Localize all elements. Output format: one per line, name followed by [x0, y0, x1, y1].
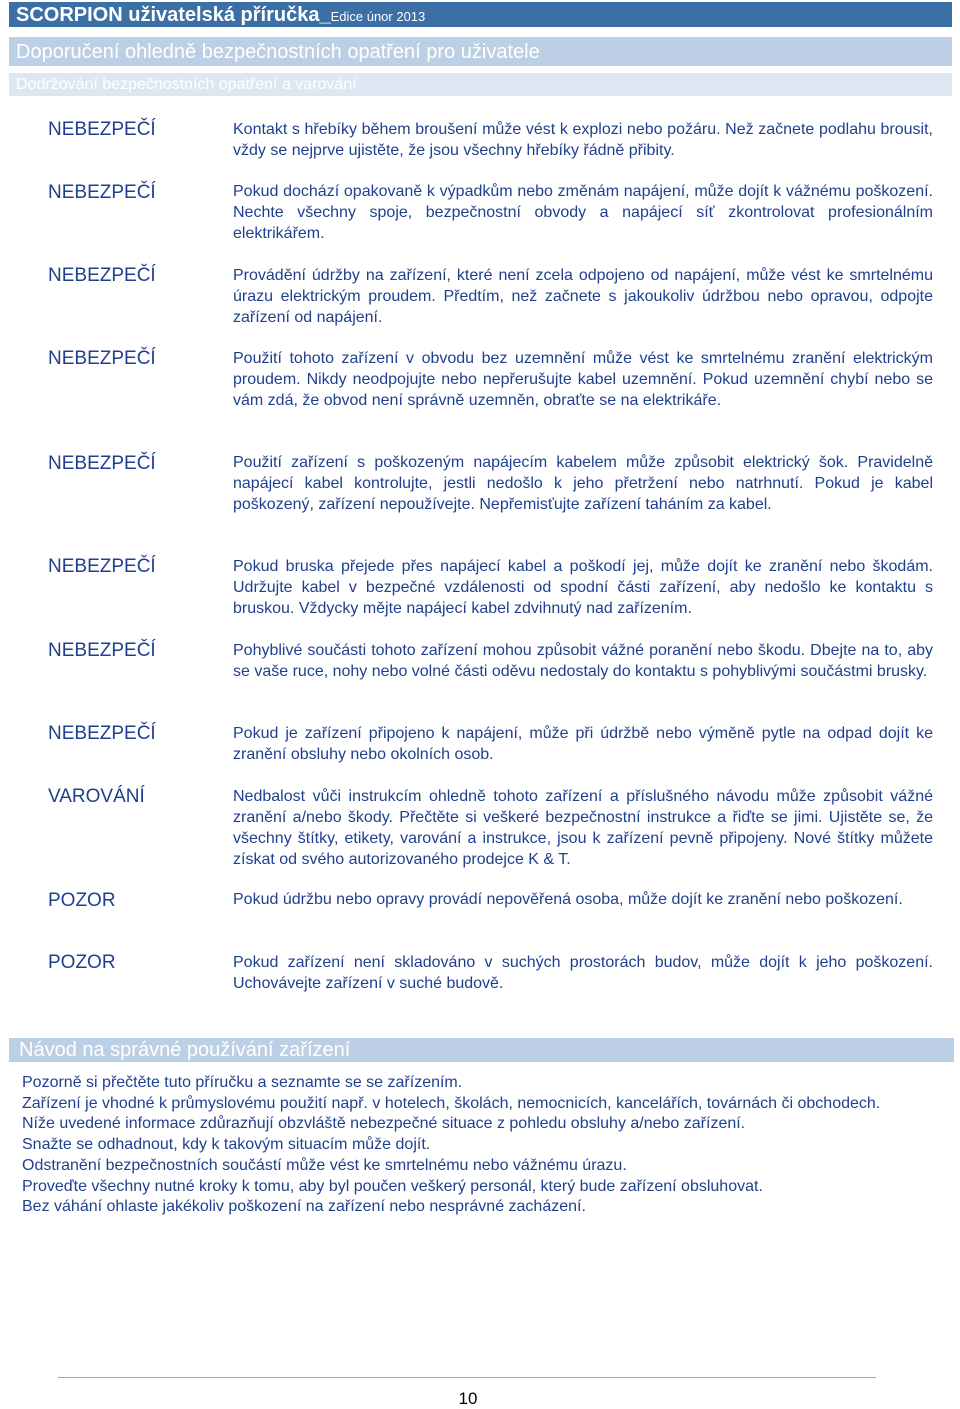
usage-title: Návod na správné používání zařízení: [19, 1039, 351, 1061]
warning-text: Pokud bruska přejede přes napájecí kabel a poškodí jej, může dojít ke zranění nebo škodám. Udržujte kabel v bezpečné vzdálenosti od spodní části zařízení, aby nedošlo ke kontaktu s bruskou. Vždycky mějte napájecí kabel zdvihnutý nad zařízením.: [233, 558, 933, 617]
warning-label: NEBEZPEČÍ: [48, 119, 156, 140]
warning-text: Použití tohoto zařízení v obvodu bez uzemnění může vést ke smrtelnému zranění elektrickým proudem. Nikdy neodpojujte nebo nepřerušujte kabel uzemnění. Pokud uzemnění chybí nebo se vám zdá, že obvod není správně uzemněn, obraťte se na elektrikáře.: [233, 350, 933, 409]
warning-label: NEBEZPEČÍ: [48, 723, 156, 744]
edition-label: Edice únor 2013: [330, 9, 426, 24]
usage-line: Níže uvedené informace zdůrazňují obzvláště nebezpečné situace z pohledu obsluhy a/nebo zařízení.: [22, 1115, 746, 1133]
usage-line: Proveďte všechny nutné kroky k tomu, aby byl poučen veškerý personál, který bude zařízení obsluhovat.: [22, 1177, 763, 1195]
section-title: Doporučení ohledně bezpečnostních opatření pro uživatele: [16, 41, 540, 63]
warning-label: NEBEZPEČÍ: [48, 265, 156, 286]
warning-label: NEBEZPEČÍ: [48, 348, 156, 369]
warning-label: VAROVÁNÍ: [48, 786, 145, 807]
usage-line: Bez váhání ohlaste jakékoliv poškození na zařízení nebo nesprávné zacházení.: [22, 1198, 586, 1216]
warning-label: NEBEZPEČÍ: [48, 556, 156, 577]
usage-line: Snažte se odhadnout, kdy k takovým situacím může dojít.: [22, 1136, 431, 1154]
usage-line: Pozorně si přečtěte tuto příručku a seznamte se se zařízením.: [22, 1074, 463, 1091]
warning-text: Provádění údržby na zařízení, které není zcela odpojeno od napájení, může vést ke smrtelnému úrazu elektrickým proudem. Předtím, než začnete s jakoukoliv údržbou nebo opravou, odpojte zařízení od napájení.: [233, 267, 933, 326]
warning-text: Nedbalost vůči instrukcím ohledně tohoto zařízení a příslušného návodu může způsobit vážné zranění a/nebo škody. Přečtěte si veškeré bezpečnostní instrukce a řiďte se jimi. Ujistěte se, že všechny štítky, etikety, varování a instrukce, jsou k zařízení pevně připojeny. Nové štítky můžete získat od svého autorizovaného prodejce K & T.: [233, 788, 933, 868]
warning-text: Pokud zařízení není skladováno v suchých prostorách budov, může dojít k jeho poškození. Uchovávejte zařízení v suché budově.: [233, 954, 933, 992]
warning-text: Pohyblivé součásti tohoto zařízení mohou způsobit vážné poranění nebo škodu. Dbejte na to, aby se vaše ruce, nohy nebo volné části oděvu nedostaly do kontaktu s pohyblivými součástmi brusky.: [233, 642, 933, 680]
manual-title-bar: [9, 2, 952, 27]
warning-text: Použití zařízení s poškozeným napájecím kabelem může způsobit elektrický šok. Pravidelně napájecí kabel kontrolujte, jestli nedošlo k jeho přetržení nebo natrhnutí. Pokud je kabel poškozený, zařízení nepoužívejte. Nepřemisťujte zařízení taháním za kabel.: [233, 454, 933, 513]
warning-label: NEBEZPEČÍ: [48, 640, 156, 661]
usage-line: Zařízení je vhodné k průmyslovému použití např. v hotelech, školách, nemocnicích, kancelářích, továrnách či obchodech.: [22, 1094, 881, 1112]
usage-line: Odstranění bezpečnostních součástí může vést ke smrtelnému nebo vážnému úrazu.: [22, 1156, 627, 1174]
warning-text: Pokud dochází opakovaně k výpadkům nebo změnám napájení, může dojít k vážnému poškození. Nechte všechny spoje, bezpečnostní obvody a napájecí síť zkontrolovat profesionálním elektrikářem.: [233, 183, 933, 242]
warning-label: NEBEZPEČÍ: [48, 453, 156, 474]
usage-instructions: [22, 1073, 940, 1218]
page-number: 10: [458, 1389, 478, 1408]
section-heading-bar: [9, 37, 952, 66]
usage-heading-bar: [9, 1038, 954, 1062]
subsection-title: Dodržování bezpečnostních opatření a varování: [16, 76, 357, 93]
warning-text: Kontakt s hřebíky během broušení může vést k explozi nebo požáru. Než začnete podlahu brousit, vždy se nejprve ujistěte, že jsou všechny hřebíky řádně přibity.: [233, 121, 933, 159]
warning-text: Pokud je zařízení připojeno k napájení, může při údržbě nebo výměně pytle na odpad dojít ke zranění obsluhy nebo okolních osob.: [233, 725, 933, 763]
manual-title-text: SCORPION uživatelská příručka_: [16, 4, 331, 26]
subsection-heading-bar: [9, 73, 952, 96]
warning-label: POZOR: [48, 952, 116, 973]
footer-divider: [58, 1377, 876, 1378]
warning-text: Pokud údržbu nebo opravy provádí nepověřená osoba, může dojít ke zranění nebo poškození.: [233, 891, 903, 908]
warning-label: NEBEZPEČÍ: [48, 182, 156, 203]
warning-label: POZOR: [48, 890, 116, 911]
manual-title: [16, 3, 425, 29]
